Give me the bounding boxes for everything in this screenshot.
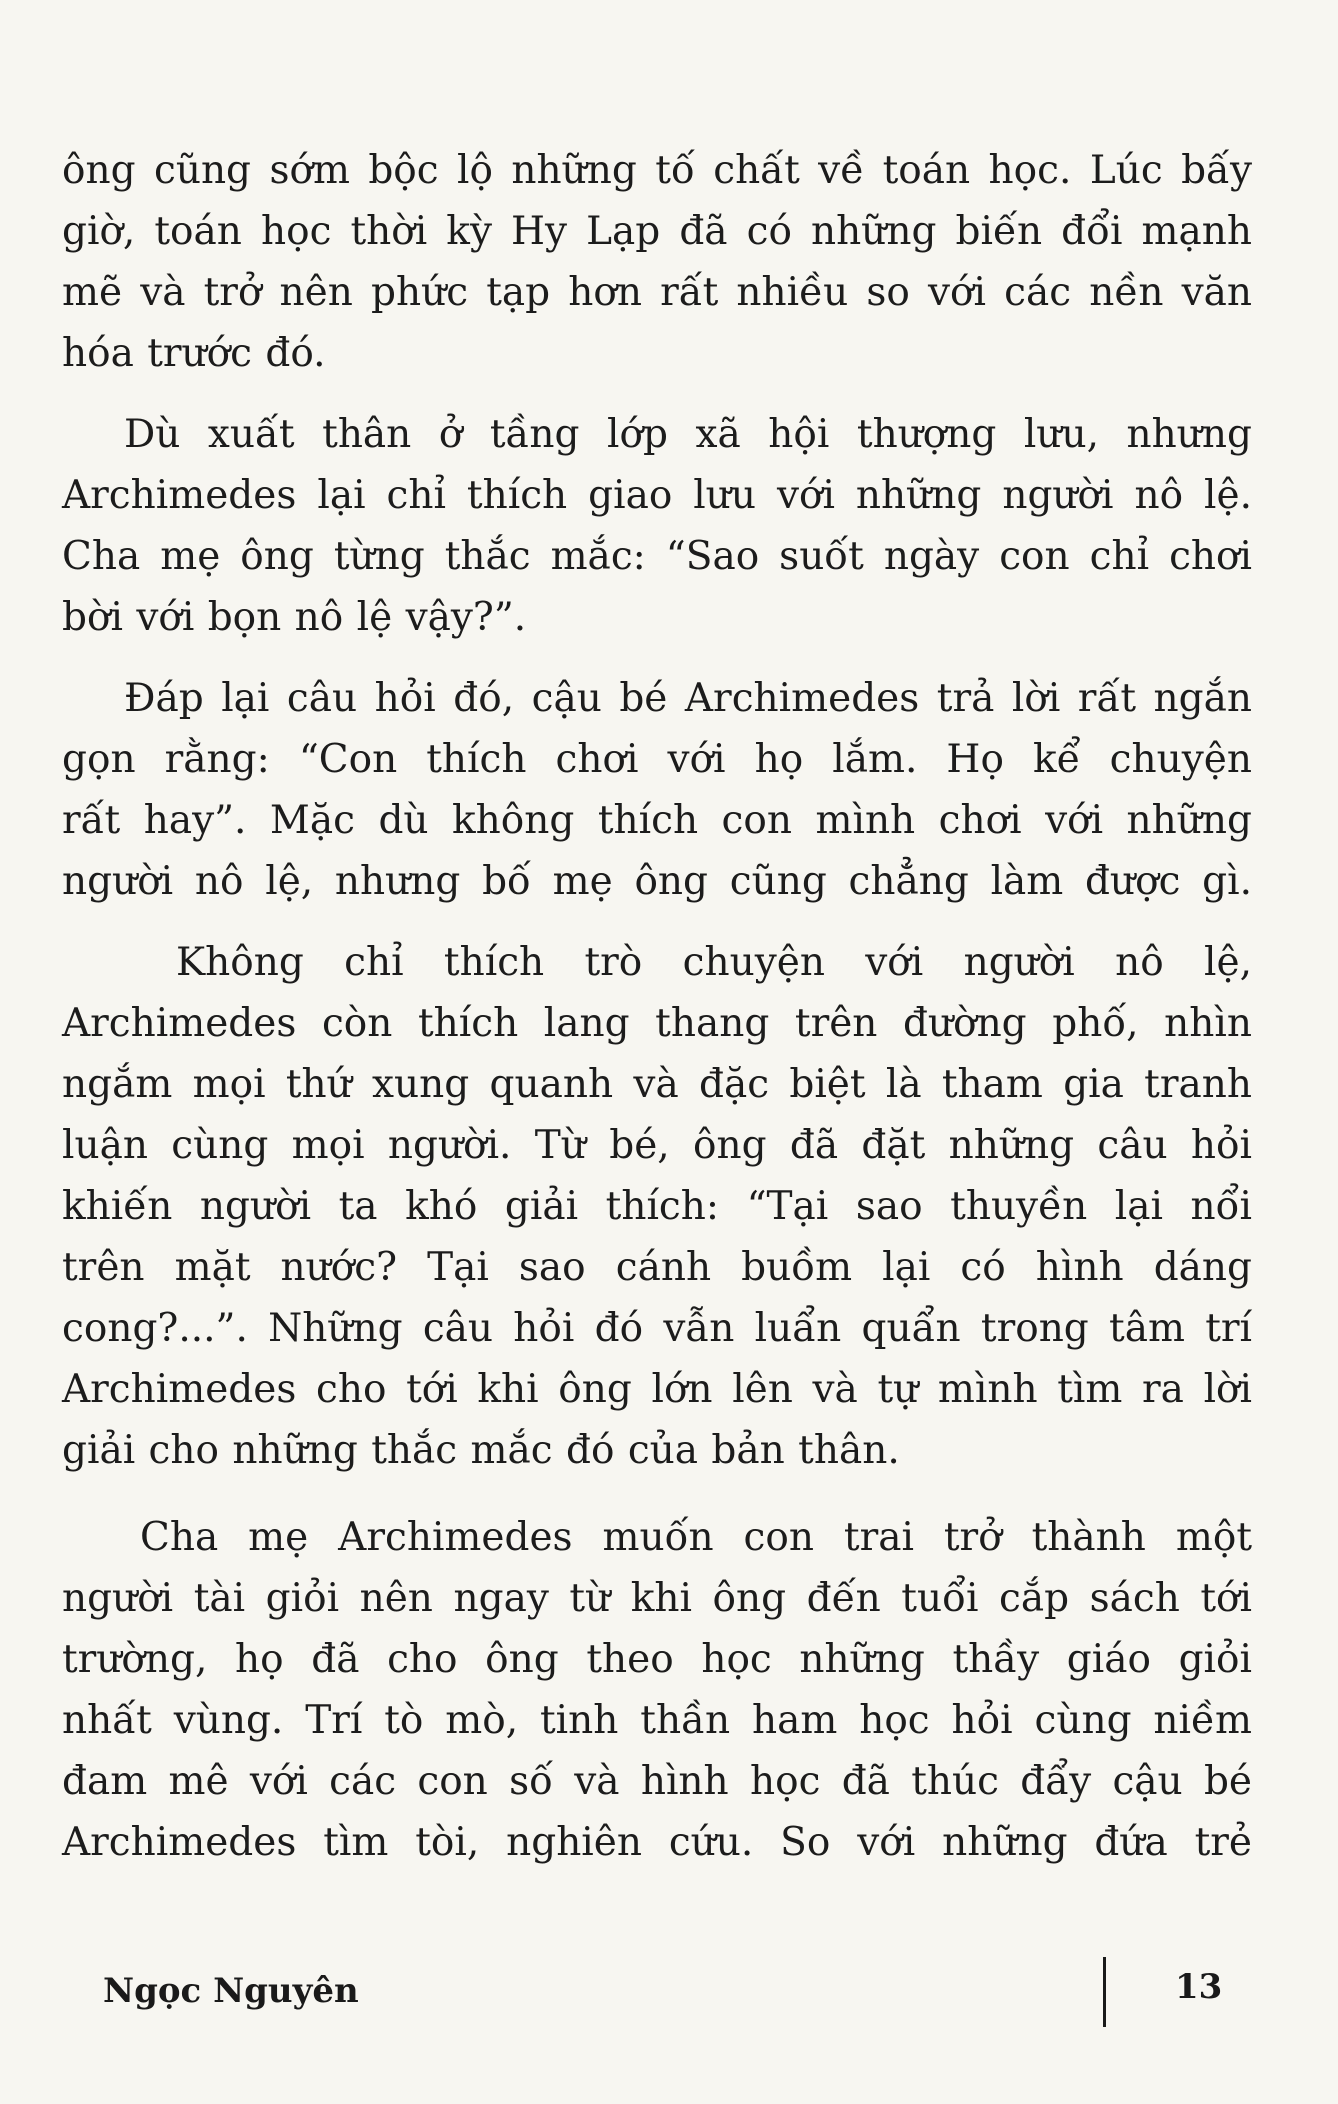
text-line: người tài giỏi nên ngay từ khi ông đến tuổi cắp sách tới (62, 1576, 1252, 1621)
paragraph-4 (62, 932, 1252, 1481)
footer-divider (1103, 1957, 1106, 2027)
text-line: nhất vùng. Trí tò mò, tinh thần ham học hỏi cùng niềm (62, 1698, 1252, 1743)
text-line: Archimedes cho tới khi ông lớn lên và tự mình tìm ra lời (62, 1367, 1252, 1412)
paragraph-1 (62, 140, 1252, 384)
text-line: giải cho những thắc mắc đó của bản thân. (62, 1428, 900, 1473)
text-line: hóa trước đó. (62, 331, 326, 376)
text-line: ngắm mọi thứ xung quanh và đặc biệt là tham gia tranh (62, 1062, 1252, 1107)
text-line: cong?...”. Những câu hỏi đó vẫn luẩn quẩn trong tâm trí (62, 1306, 1252, 1351)
text-line: đam mê với các con số và hình học đã thúc đẩy cậu bé (62, 1759, 1252, 1804)
paragraph-3 (62, 668, 1252, 912)
page-footer (0, 1965, 1338, 2035)
body-text (62, 140, 1252, 1893)
text-line: bời với bọn nô lệ vậy?”. (62, 595, 527, 640)
text-line: khiến người ta khó giải thích: “Tại sao thuyền lại nổi (62, 1184, 1252, 1229)
paragraph-2 (62, 404, 1252, 648)
text-line: Không chỉ thích trò chuyện với người nô lệ, (176, 940, 1252, 985)
text-line: trên mặt nước? Tại sao cánh buồm lại có hình dáng (62, 1245, 1252, 1290)
text-line: Đáp lại câu hỏi đó, cậu bé Archimedes trả lời rất ngắn (124, 676, 1252, 721)
text-line: Archimedes tìm tòi, nghiên cứu. So với những đứa trẻ (62, 1820, 1252, 1865)
text-line: mẽ và trở nên phức tạp hơn rất nhiều so với các nền văn (62, 270, 1252, 315)
text-line: người nô lệ, nhưng bố mẹ ông cũng chẳng làm được gì. (62, 859, 1252, 904)
text-line: ông cũng sớm bộc lộ những tố chất về toán học. Lúc bấy (62, 148, 1252, 193)
text-line: Archimedes còn thích lang thang trên đường phố, nhìn (62, 1001, 1252, 1046)
text-line: Dù xuất thân ở tầng lớp xã hội thượng lưu, nhưng (124, 412, 1252, 457)
text-line: rất hay”. Mặc dù không thích con mình chơi với những (62, 798, 1252, 843)
text-line: Cha mẹ Archimedes muốn con trai trở thành một (140, 1515, 1252, 1560)
author-name: Ngọc Nguyên (103, 1971, 359, 2011)
text-line: gọn rằng: “Con thích chơi với họ lắm. Họ kể chuyện (62, 737, 1252, 782)
text-line: Archimedes lại chỉ thích giao lưu với những người nô lệ. (62, 473, 1252, 518)
paragraph-5 (62, 1507, 1252, 1873)
text-line: trường, họ đã cho ông theo học những thầy giáo giỏi (62, 1637, 1252, 1682)
text-line: Cha mẹ ông từng thắc mắc: “Sao suốt ngày con chỉ chơi (62, 534, 1252, 579)
text-line: giờ, toán học thời kỳ Hy Lạp đã có những biến đổi mạnh (62, 209, 1252, 254)
page-number: 13 (1175, 1967, 1223, 2007)
text-line: luận cùng mọi người. Từ bé, ông đã đặt những câu hỏi (62, 1123, 1252, 1168)
